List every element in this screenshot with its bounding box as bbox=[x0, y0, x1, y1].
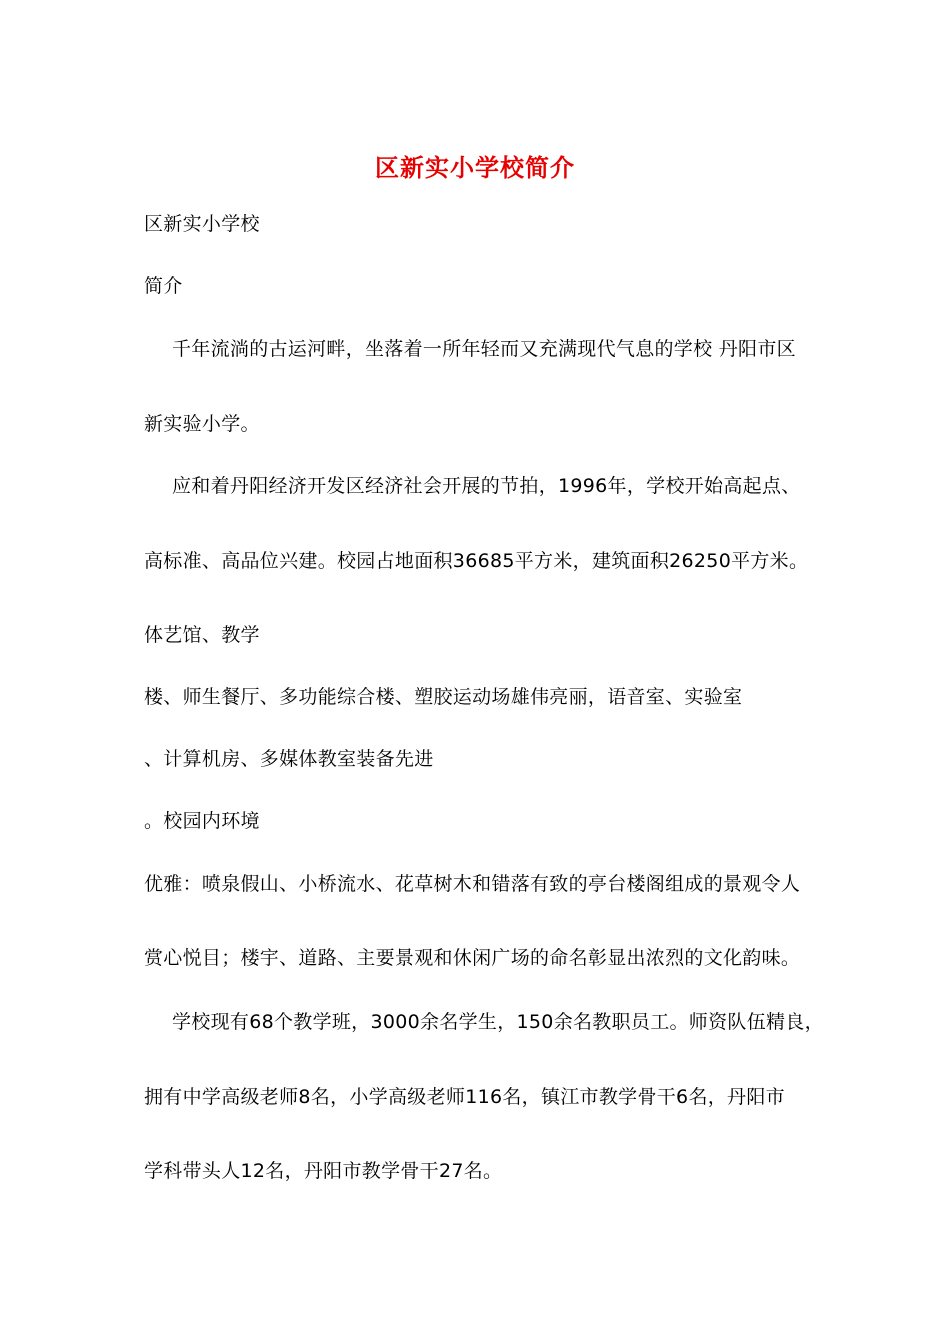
text-line-paragraph-1: 千年流淌的古运河畔，坐落着一所年轻而又充满现代气息的学校 丹阳市区 bbox=[172, 338, 796, 360]
text-line-paragraph-3-end: 学科带头人12名，丹阳市教学骨干27名。 bbox=[144, 1160, 503, 1182]
text-line-school-name: 区新实小学校 bbox=[144, 213, 260, 235]
text-line-facilities-3: 、计算机房、多媒体教室装备先进 bbox=[144, 748, 434, 770]
text-line-environment-1: 。校园内环境 bbox=[144, 810, 260, 832]
text-line-paragraph-3: 学校现有68个教学班，3000余名学生，150余名教职员工。师资队伍精良， bbox=[172, 1011, 824, 1033]
document-title: 区新实小学校简介 bbox=[375, 154, 575, 182]
text-line-environment-3: 赏心悦目；楼宇、道路、主要景观和休闲广场的命名彰显出浓烈的文化韵味。 bbox=[144, 947, 801, 969]
text-line-paragraph-1-cont: 新实验小学。 bbox=[144, 413, 260, 435]
text-line-paragraph-3-cont: 拥有中学高级老师8名，小学高级老师116名，镇江市教学骨干6名，丹阳市 bbox=[144, 1086, 785, 1108]
text-line-facilities-1: 体艺馆、教学 bbox=[144, 624, 260, 646]
text-line-environment-2: 优雅：喷泉假山、小桥流水、花草树木和错落有致的亭台楼阁组成的景观令人 bbox=[144, 873, 801, 895]
text-line-paragraph-2-cont: 高标准、高品位兴建。校园占地面积36685平方米，建筑面积26250平方米。 bbox=[144, 550, 809, 572]
text-line-paragraph-2: 应和着丹阳经济开发区经济社会开展的节拍，1996年，学校开始高起点、 bbox=[172, 475, 801, 497]
text-line-facilities-2: 楼、师生餐厅、多功能综合楼、塑胶运动场雄伟亮丽，语音室、实验室 bbox=[144, 686, 743, 708]
text-line-intro-heading: 简介 bbox=[144, 275, 183, 297]
